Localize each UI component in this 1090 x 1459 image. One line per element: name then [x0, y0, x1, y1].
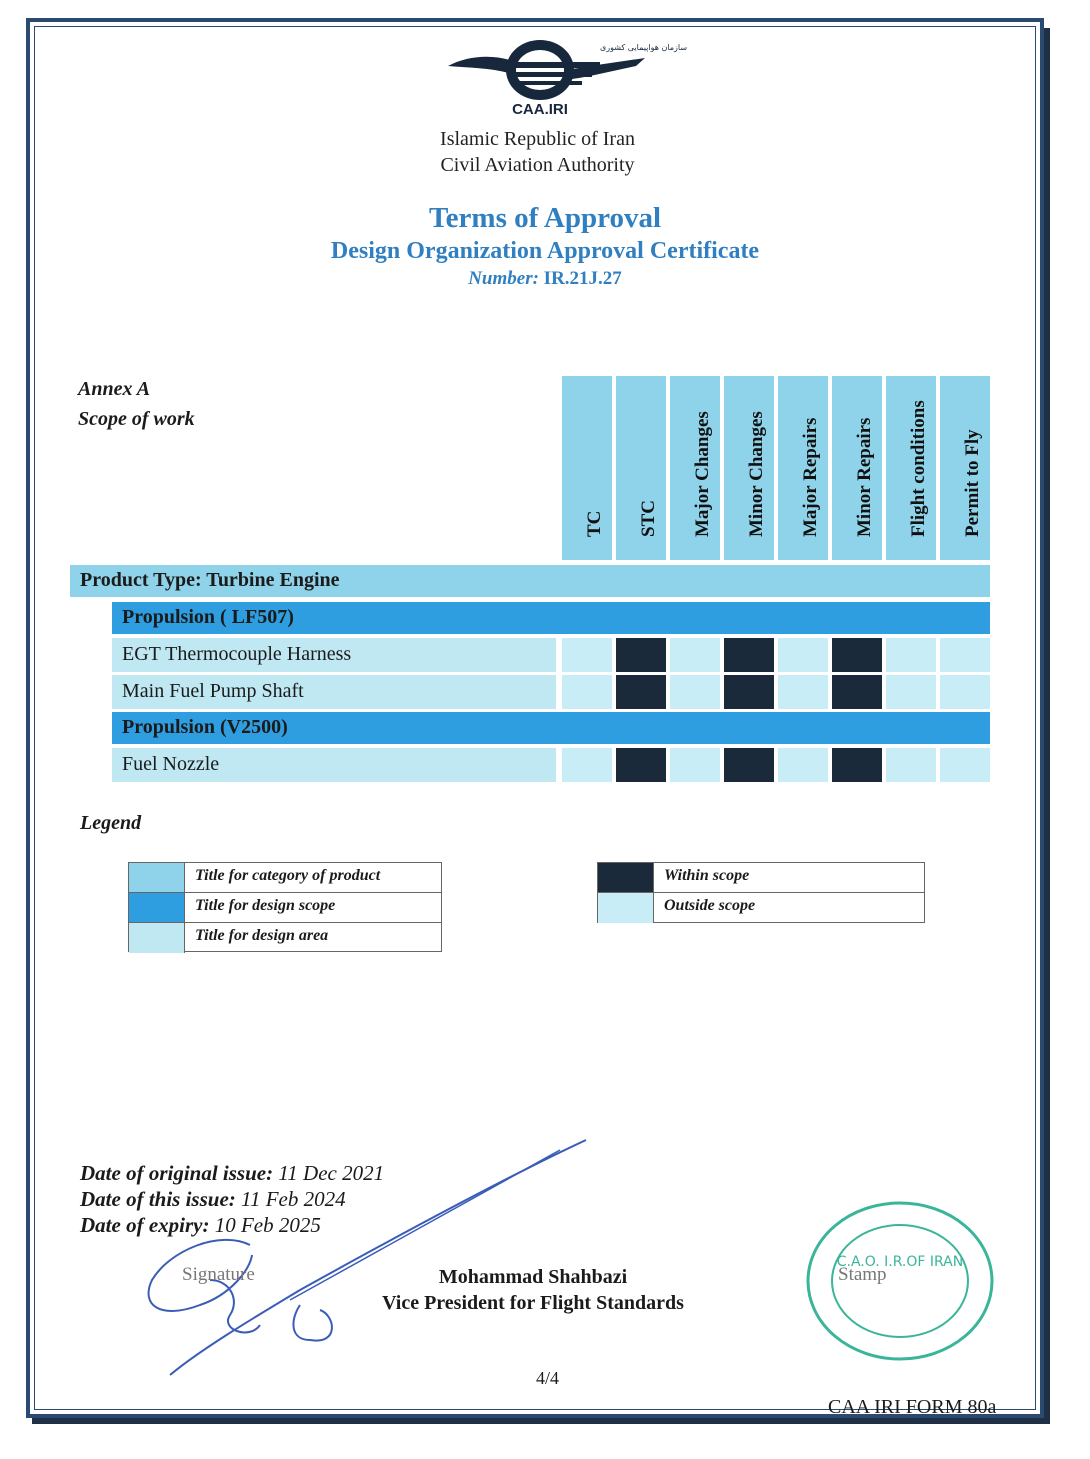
column-header-label: Major Changes: [692, 411, 713, 537]
column-header-label: Permit to Fly: [962, 429, 983, 537]
design-scope-title: Propulsion ( LF507): [122, 606, 294, 628]
outside-scope-cell: [562, 675, 612, 709]
within-scope-cell: [616, 748, 666, 782]
column-header: [724, 376, 774, 560]
column-header: [562, 376, 612, 560]
stamp-text: C.A.O. I.R.OF IRAN: [836, 1254, 964, 1270]
outside-scope-cell: [778, 748, 828, 782]
within-scope-cell: [724, 748, 774, 782]
legend-swatch: [129, 863, 185, 892]
certificate-title: Design Organization Approval Certificate: [330, 238, 760, 264]
outside-scope-cell: [940, 748, 990, 782]
legend-label: Within scope: [664, 867, 750, 884]
legend-item: [129, 863, 441, 893]
legend-item: [129, 923, 441, 953]
signature-label: Signature: [182, 1264, 255, 1285]
legend-item: [129, 893, 441, 923]
signatory-position: Vice President for Flight Standards: [382, 1292, 684, 1314]
outside-scope-cell: [562, 638, 612, 672]
signatory: [363, 1264, 703, 1316]
caa-iri-logo: [440, 36, 688, 118]
legend-label: Outside scope: [664, 897, 756, 914]
within-scope-cell: [832, 748, 882, 782]
column-header: [670, 376, 720, 560]
column-header: [778, 376, 828, 560]
page-number: 4/4: [536, 1368, 560, 1388]
column-header-label: Major Repairs: [800, 417, 821, 537]
design-area-name: Main Fuel Pump Shaft: [122, 680, 304, 702]
column-header: [832, 376, 882, 560]
column-header-label: STC: [638, 500, 659, 537]
handwritten-signature: [140, 1130, 600, 1390]
authority-line-2: Civil Aviation Authority: [440, 154, 635, 176]
legend-item: [598, 863, 924, 893]
column-header: [616, 376, 666, 560]
column-header-label: Flight conditions: [908, 400, 929, 537]
product-type-title: Product Type: Turbine Engine: [80, 569, 340, 591]
page-title: Terms of Approval: [428, 202, 662, 234]
form-number: CAA IRI FORM 80a: [828, 1396, 997, 1418]
outside-scope-cell: [778, 638, 828, 672]
date-original-issue: Date of original issue: 11 Dec 2021: [80, 1161, 385, 1185]
certificate-number-value: IR.21J.27: [543, 268, 622, 289]
outside-scope-cell: [940, 638, 990, 672]
certificate-number-label: Number:: [468, 268, 539, 289]
official-stamp: [800, 1196, 1000, 1366]
column-header: [886, 376, 936, 560]
annex-heading: [78, 374, 195, 434]
within-scope-cell: [616, 675, 666, 709]
outside-scope-cell: [886, 675, 936, 709]
date-expiry: Date of expiry: 10 Feb 2025: [80, 1213, 321, 1237]
legend-title: Legend: [80, 812, 142, 834]
legend-swatch: [598, 893, 654, 923]
within-scope-cell: [832, 675, 882, 709]
annex-title: Annex A: [78, 378, 151, 400]
design-scope-title: Propulsion (V2500): [122, 716, 288, 738]
legend-item: [598, 893, 924, 923]
stamp-label: Stamp: [838, 1264, 887, 1285]
outside-scope-cell: [562, 748, 612, 782]
within-scope-cell: [724, 638, 774, 672]
legend-label: Title for category of product: [195, 867, 381, 884]
outside-scope-cell: [778, 675, 828, 709]
certificate-number: [0, 268, 1090, 290]
design-area-name: Fuel Nozzle: [122, 753, 220, 775]
legend-right: [597, 862, 925, 923]
column-header: [940, 376, 990, 560]
legend-label: Title for design area: [195, 927, 329, 944]
outside-scope-cell: [940, 675, 990, 709]
outside-scope-cell: [886, 638, 936, 672]
legend-swatch: [129, 893, 185, 922]
outside-scope-cell: [670, 638, 720, 672]
within-scope-cell: [832, 638, 882, 672]
legend-left: [128, 862, 442, 952]
legend-label: Title for design scope: [195, 897, 336, 914]
column-header-label: Minor Repairs: [854, 417, 875, 537]
legend-swatch: [129, 923, 185, 953]
signatory-name: Mohammad Shahbazi: [438, 1266, 628, 1288]
column-header-label: TC: [584, 510, 605, 537]
legend-swatch: [598, 863, 654, 892]
authority-line-1: Islamic Republic of Iran: [440, 128, 635, 150]
annex-subtitle: Scope of work: [78, 408, 195, 430]
outside-scope-cell: [670, 675, 720, 709]
column-header-label: Minor Changes: [746, 411, 767, 537]
outside-scope-cell: [886, 748, 936, 782]
within-scope-cell: [616, 638, 666, 672]
date-this-issue: Date of this issue: 11 Feb 2024: [80, 1187, 346, 1211]
logo-persian-text: سازمان هواپیمایی کشوری: [600, 43, 688, 52]
design-area-name: EGT Thermocouple Harness: [122, 643, 352, 665]
outside-scope-cell: [670, 748, 720, 782]
within-scope-cell: [724, 675, 774, 709]
logo-abbr: CAA.IRI: [512, 101, 568, 118]
